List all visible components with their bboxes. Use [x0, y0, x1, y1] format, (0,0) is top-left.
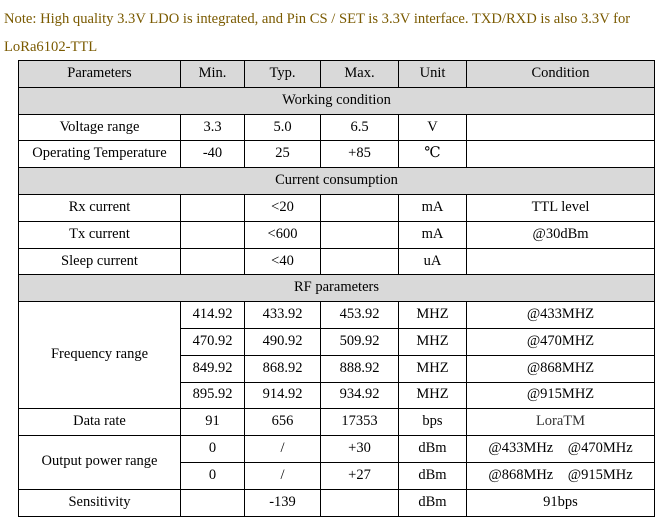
header-condition: Condition	[467, 61, 655, 88]
param-cell: Tx current	[19, 221, 181, 248]
section-row	[19, 87, 655, 114]
condition-cell: @30dBm	[467, 221, 655, 248]
condition-cell: @915MHZ	[467, 382, 655, 409]
max-cell: 509.92	[321, 328, 399, 355]
param-cell: Sleep current	[19, 248, 181, 275]
param-cell: Data rate	[19, 409, 181, 436]
max-cell	[321, 221, 399, 248]
condition-cell	[467, 141, 655, 168]
typ-cell: 914.92	[245, 382, 321, 409]
typ-cell: /	[245, 462, 321, 489]
min-cell	[181, 248, 245, 275]
condition-cell: TTL level	[467, 194, 655, 221]
condition-cell: @433MHz @470MHz	[467, 436, 655, 463]
unit-cell: uA	[399, 248, 467, 275]
min-cell: 3.3	[181, 114, 245, 141]
min-cell: 414.92	[181, 302, 245, 329]
condition-cell: LoraTM	[467, 409, 655, 436]
condition-cell	[467, 248, 655, 275]
condition-cell: @868MHZ	[467, 355, 655, 382]
param-cell: Voltage range	[19, 114, 181, 141]
section-current-consumption: Current consumption	[19, 168, 655, 195]
condition-cell: @470MHZ	[467, 328, 655, 355]
section-row	[19, 275, 655, 302]
min-cell: 895.92	[181, 382, 245, 409]
typ-cell: /	[245, 436, 321, 463]
table-header-row	[19, 61, 655, 88]
typ-cell: <40	[245, 248, 321, 275]
max-cell: 888.92	[321, 355, 399, 382]
typ-cell: 433.92	[245, 302, 321, 329]
table-row	[19, 248, 655, 275]
section-rf-parameters: RF parameters	[19, 275, 655, 302]
typ-cell: 25	[245, 141, 321, 168]
min-cell: 91	[181, 409, 245, 436]
min-cell: -40	[181, 141, 245, 168]
min-cell: 470.92	[181, 328, 245, 355]
unit-cell: dBm	[399, 489, 467, 516]
table-row	[19, 409, 655, 436]
table-row	[19, 302, 655, 329]
table-row	[19, 436, 655, 463]
section-working-condition: Working condition	[19, 87, 655, 114]
typ-cell: -139	[245, 489, 321, 516]
typ-cell: <20	[245, 194, 321, 221]
min-cell	[181, 194, 245, 221]
section-row	[19, 168, 655, 195]
header-max: Max.	[321, 61, 399, 88]
unit-cell: MHZ	[399, 355, 467, 382]
max-cell	[321, 194, 399, 221]
max-cell: +85	[321, 141, 399, 168]
condition-cell: @433MHZ	[467, 302, 655, 329]
header-unit: Unit	[399, 61, 467, 88]
min-cell: 0	[181, 436, 245, 463]
note-text: Note: High quality 3.3V LDO is integrated, and Pin CS / SET is 3.3V interface. TXD/RXD is also 3.3V for LoRa6102-TTL	[4, 11, 631, 55]
typ-cell: 656	[245, 409, 321, 436]
typ-cell: <600	[245, 221, 321, 248]
unit-cell: ℃	[399, 141, 467, 168]
min-cell	[181, 489, 245, 516]
header-typ: Typ.	[245, 61, 321, 88]
param-cell: Operating Temperature	[19, 141, 181, 168]
condition-cell: @868MHz @915MHz	[467, 462, 655, 489]
condition-cell: 91bps	[467, 489, 655, 516]
unit-cell: mA	[399, 221, 467, 248]
table-row	[19, 221, 655, 248]
condition-cell	[467, 114, 655, 141]
header-min: Min.	[181, 61, 245, 88]
param-cell: Frequency range	[19, 302, 181, 409]
max-cell: +27	[321, 462, 399, 489]
unit-cell: MHZ	[399, 328, 467, 355]
header-parameters: Parameters	[19, 61, 181, 88]
min-cell: 0	[181, 462, 245, 489]
unit-cell: MHZ	[399, 302, 467, 329]
max-cell: 6.5	[321, 114, 399, 141]
param-cell: Output power range	[19, 436, 181, 490]
max-cell: 934.92	[321, 382, 399, 409]
max-cell: 17353	[321, 409, 399, 436]
min-cell: 849.92	[181, 355, 245, 382]
table-row	[19, 141, 655, 168]
min-cell	[181, 221, 245, 248]
table-row	[19, 114, 655, 141]
typ-cell: 868.92	[245, 355, 321, 382]
spec-table	[18, 60, 655, 517]
table-row	[19, 489, 655, 516]
max-cell	[321, 489, 399, 516]
unit-cell: bps	[399, 409, 467, 436]
unit-cell: dBm	[399, 436, 467, 463]
typ-cell: 5.0	[245, 114, 321, 141]
param-cell: Sensitivity	[19, 489, 181, 516]
unit-cell: dBm	[399, 462, 467, 489]
table-row	[19, 194, 655, 221]
unit-cell: V	[399, 114, 467, 141]
typ-cell: 490.92	[245, 328, 321, 355]
unit-cell: MHZ	[399, 382, 467, 409]
unit-cell: mA	[399, 194, 467, 221]
param-cell: Rx current	[19, 194, 181, 221]
max-cell	[321, 248, 399, 275]
max-cell: 453.92	[321, 302, 399, 329]
max-cell: +30	[321, 436, 399, 463]
